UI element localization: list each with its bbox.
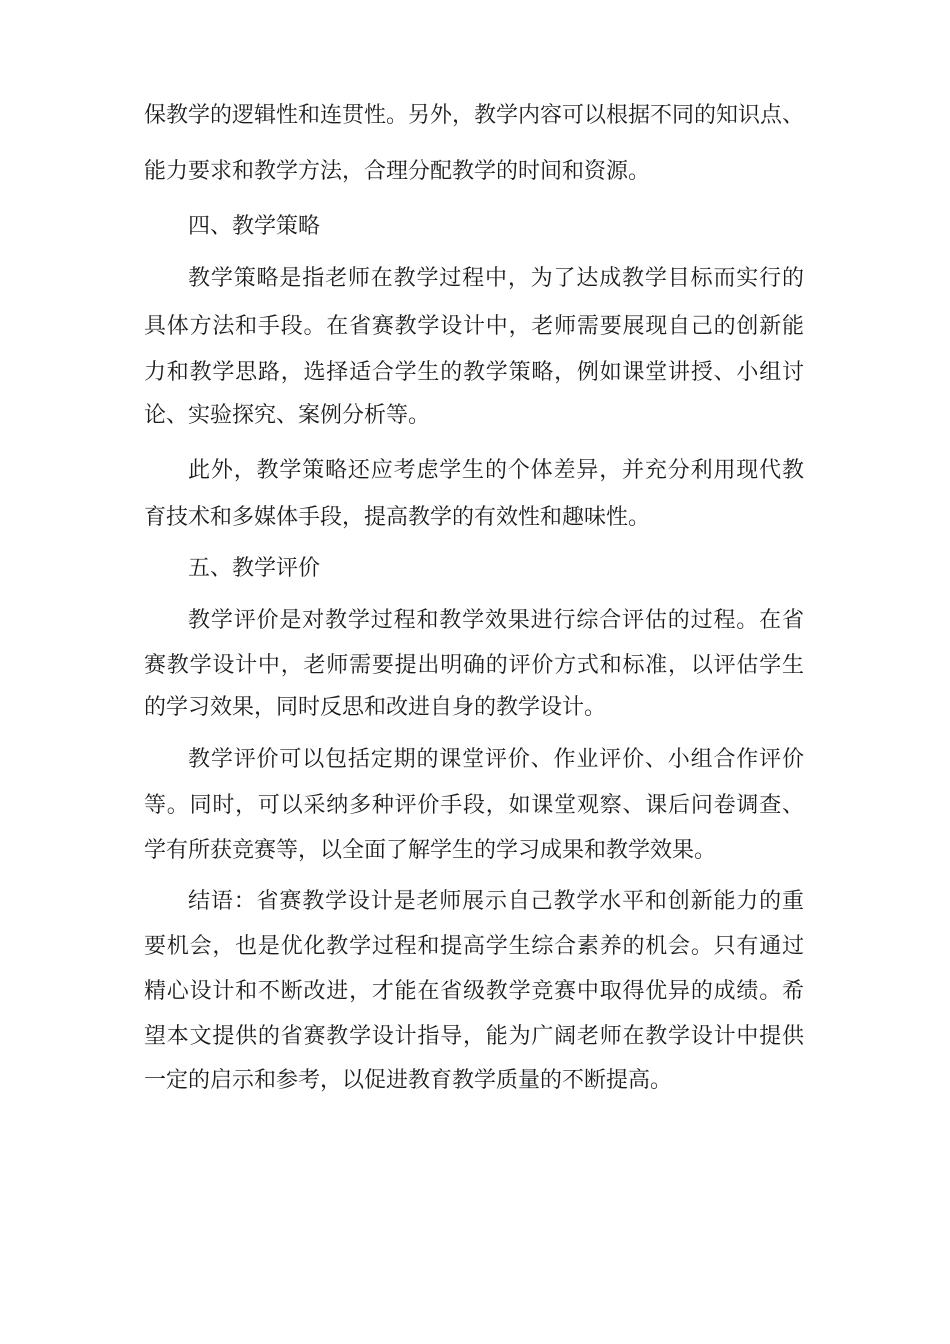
- text-line: 四、教学策略: [188, 214, 321, 239]
- text-line: 结语：省赛教学设计是老师展示自己教学水平和创新能力的重: [188, 889, 804, 914]
- text-line: 此外，教学策略还应考虑学生的个体差异，并充分利用现代教: [188, 458, 804, 483]
- text-line: 的学习效果，同时反思和改进自身的教学设计。: [144, 695, 607, 720]
- text-line: 教学策略是指老师在教学过程中，为了达成教学目标而实行的: [188, 266, 804, 291]
- text-line: 教学评价是对教学过程和教学效果进行综合评估的过程。在省: [188, 608, 804, 633]
- text-line: 教学评价可以包括定期的课堂评价、作业评价、小组合作评价: [188, 747, 804, 772]
- text-line: 保教学的逻辑性和连贯性。另外，教学内容可以根据不同的知识点、: [144, 103, 805, 128]
- text-line: 一定的启示和参考，以促进教育教学质量的不断提高。: [144, 1068, 673, 1093]
- text-line: 学有所获竞赛等，以全面了解学生的学习成果和教学效果。: [144, 838, 717, 863]
- text-line: 育技术和多媒体手段，提高教学的有效性和趣味性。: [144, 505, 651, 530]
- text-line: 要机会，也是优化教学过程和提高学生综合素养的机会。只有通过: [144, 934, 804, 959]
- text-line: 五、教学评价: [188, 556, 321, 581]
- text-line: 能力要求和教学方法，合理分配教学的时间和资源。: [144, 159, 651, 184]
- text-line: 力和教学思路，选择适合学生的教学策略，例如课堂讲授、小组讨: [144, 360, 804, 385]
- text-line: 精心设计和不断改进，才能在省级教学竞赛中取得优异的成绩。希: [144, 979, 804, 1004]
- text-line: 具体方法和手段。在省赛教学设计中，老师需要展现自己的创新能: [144, 314, 804, 339]
- text-line: 等。同时，可以采纳多种评价手段，如课堂观察、课后问卷调查、: [144, 793, 804, 818]
- text-line: 望本文提供的省赛教学设计指导，能为广阔老师在教学设计中提供: [144, 1024, 804, 1049]
- text-line: 赛教学设计中，老师需要提出明确的评价方式和标准，以评估学生: [144, 653, 804, 678]
- text-line: 论、实验探究、案例分析等。: [144, 403, 431, 428]
